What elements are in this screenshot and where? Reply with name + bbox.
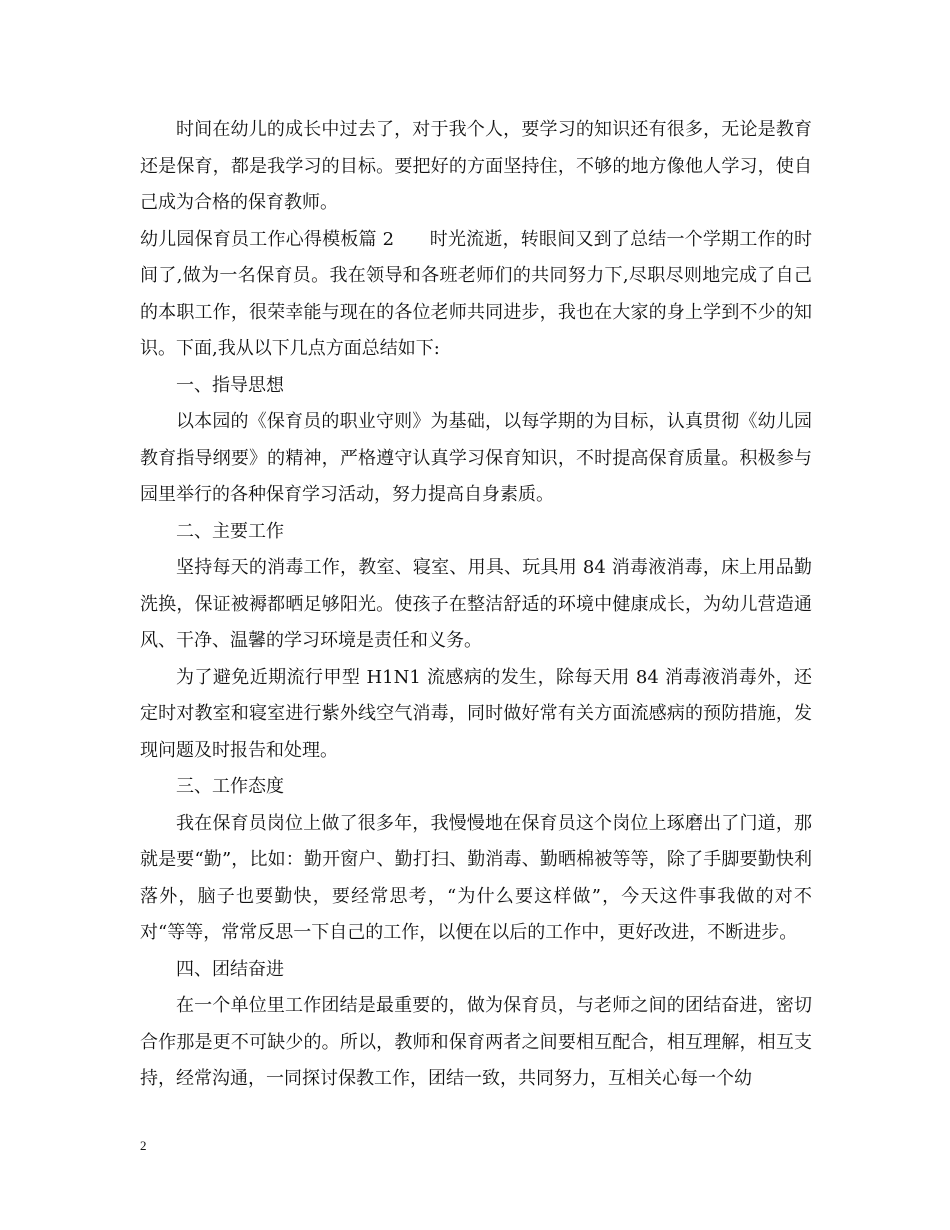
article-title: 幼儿园保育员工作心得模板篇 2 (140, 228, 395, 250)
paragraph-growth-reflection: 时间在幼儿的成长中过去了，对于我个人，要学习的知识还有很多，无论是教育还是保育，都是我学习的目标。要把好的方面坚持住，不够的地方像他人学习，使自己成为合格的保育教师。 (140, 119, 812, 213)
paragraph-semester-summary: 时光流逝，转眼间又到了总结一个学期工作的时间了,做为一名保育员。我在领导和各班老师们的共同努力下,尽职尽则地完成了自己的本职工作，很荣幸能与现在的各位老师共同进步，我也在大家的身上学到不少的知识。下面,我从以下几点方面总结如下: (140, 228, 812, 359)
paragraph-work-attitude: 我在保育员岗位上做了很多年，我慢慢地在保育员这个岗位上琢磨出了门道，那就是要“勤”，比如：勤开窗户、勤打扫、勤消毒、勤晒棉被等等，除了手脚要勤快利落外，脑子也要勤快，要经常思考，“为什么要这样做”，今天这件事我做的对不对“等等，常常反思一下自己的工作，以便在以后的工作中，更好改进，不断进步。 (140, 812, 812, 943)
heading-main-work: 二、主要工作 (176, 520, 284, 542)
paragraph-unity: 在一个单位里工作团结是最重要的，做为保育员，与老师之间的团结奋进，密切合作那是更不可缺少的。所以，教师和保育两者之间要相互配合，相互理解，相互支持，经常沟通，一同探讨保教工作，团结一致，共同努力，互相关心每一个幼 (140, 995, 812, 1089)
heading-unity: 四、团结奋进 (176, 958, 284, 980)
heading-guiding-thought: 一、指导思想 (176, 374, 284, 396)
paragraph-article-intro (140, 222, 812, 368)
paragraph-flu-prevention: 为了避免近期流行甲型 H1N1 流感病的发生，除每天用 84 消毒液消毒外，还定时对教室和寝室进行紫外线空气消毒，同时做好常有关方面流感病的预防措施，发现问题及时报告和处理。 (140, 666, 812, 761)
heading-work-attitude: 三、工作态度 (176, 776, 284, 797)
paragraph-disinfection: 坚持每天的消毒工作，教室、寝室、用具、玩具用 84 消毒液消毒，床上用品勤洗换，保证被褥都晒足够阳光。使孩子在整洁舒适的环境中健康成长，为幼儿营造通风、干净、温馨的学习环境是责任和义务。 (140, 557, 812, 651)
page-number: 2 (140, 1138, 147, 1153)
document-body (140, 112, 812, 1098)
paragraph-guiding-thought: 以本园的《保育员的职业守则》为基础，以每学期的为目标，认真贯彻《幼儿园教育指导纲要》的精神，严格遵守认真学习保育知识，不时提高保育质量。积极参与园里举行的各种保育学习活动，努力提高自身素质。 (140, 411, 812, 505)
